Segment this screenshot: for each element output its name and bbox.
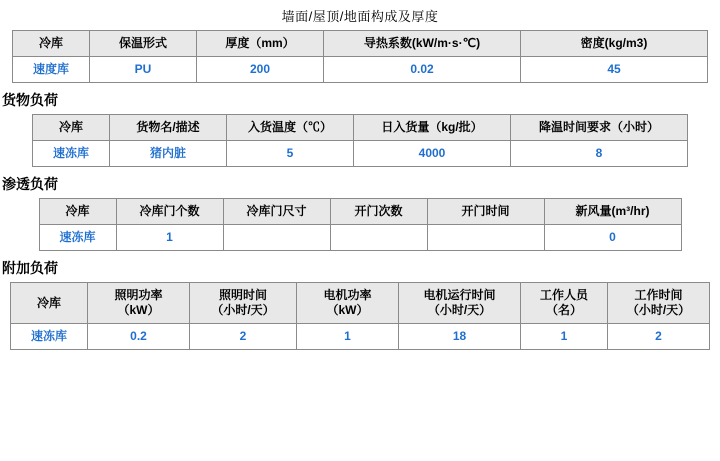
cell-value: 2 [608, 324, 710, 350]
column-header-line: 冷库 [36, 295, 61, 310]
column-header: 冷库 [13, 31, 90, 57]
column-header: 密度(kg/m3) [521, 31, 708, 57]
cell-value: 1 [297, 324, 399, 350]
column-header-line: 工作时间 [634, 288, 683, 302]
cell-value: 0.2 [88, 324, 190, 350]
column-header-line: 照明功率 [114, 288, 163, 302]
column-header: 新风量(m³/hr) [544, 199, 681, 225]
column-header-line: 电机运行时间 [423, 288, 496, 302]
cell-value [427, 225, 544, 251]
column-header-line: （kW） [117, 303, 160, 317]
column-header: 冷库 [39, 199, 116, 225]
wall-structure-table [12, 30, 708, 83]
column-header [297, 283, 399, 324]
cell-value: 速度库 [13, 57, 90, 83]
section-heading-additional-load: 附加负荷 [2, 260, 58, 276]
cell-value [330, 225, 427, 251]
goods-load-table [32, 114, 688, 167]
column-header-line: （小时/天） [626, 303, 691, 317]
table-header-row [33, 115, 688, 141]
cell-value: 1 [521, 324, 608, 350]
cell-value: 速冻库 [39, 225, 116, 251]
column-header: 货物名/描述 [110, 115, 227, 141]
column-header-line: 电机功率 [323, 288, 372, 302]
column-header [608, 283, 710, 324]
table-row [33, 141, 688, 167]
column-header [521, 283, 608, 324]
cell-value: 0 [544, 225, 681, 251]
table-header-row [11, 283, 710, 324]
column-header: 开门时间 [427, 199, 544, 225]
column-header: 冷库门个数 [116, 199, 223, 225]
column-header [399, 283, 521, 324]
column-header: 导热系数(kW/m·s·℃) [324, 31, 521, 57]
section-heading-goods-load: 货物负荷 [2, 92, 58, 108]
cell-value: 速冻库 [11, 324, 88, 350]
table-row [39, 225, 681, 251]
column-header [11, 283, 88, 324]
column-header-line: （kW） [326, 303, 369, 317]
section-heading-infiltration-load: 渗透负荷 [2, 176, 58, 192]
column-header [88, 283, 190, 324]
cell-value: 2 [190, 324, 297, 350]
column-header-line: （小时/天） [427, 303, 492, 317]
column-header: 保温形式 [90, 31, 197, 57]
infiltration-load-table [39, 198, 682, 251]
cell-value: 18 [399, 324, 521, 350]
column-header: 日入货量（kg/批） [354, 115, 511, 141]
column-header [190, 283, 297, 324]
column-header-line: 照明时间 [218, 288, 267, 302]
column-header: 冷库门尺寸 [223, 199, 330, 225]
column-header: 冷库 [33, 115, 110, 141]
cell-value: PU [90, 57, 197, 83]
column-header-line: 工作人员 [539, 288, 588, 302]
column-header: 开门次数 [330, 199, 427, 225]
cell-value: 速冻库 [33, 141, 110, 167]
table-row [13, 57, 708, 83]
page-title: 墙面/屋顶/地面构成及厚度 [281, 9, 439, 24]
cell-value: 猪内脏 [110, 141, 227, 167]
cell-value [223, 225, 330, 251]
column-header-line: （小时/天） [211, 303, 275, 317]
cell-value: 45 [521, 57, 708, 83]
table-header-row [39, 199, 681, 225]
cell-value: 8 [511, 141, 688, 167]
column-header-line: （名） [545, 303, 582, 317]
additional-load-table [10, 282, 710, 350]
table-row [11, 324, 710, 350]
cell-value: 4000 [354, 141, 511, 167]
table-header-row [13, 31, 708, 57]
column-header: 入货温度（℃） [227, 115, 354, 141]
column-header: 厚度（mm） [197, 31, 324, 57]
column-header: 降温时间要求（小时） [511, 115, 688, 141]
cell-value: 0.02 [324, 57, 521, 83]
cell-value: 5 [227, 141, 354, 167]
cell-value: 1 [116, 225, 223, 251]
cell-value: 200 [197, 57, 324, 83]
